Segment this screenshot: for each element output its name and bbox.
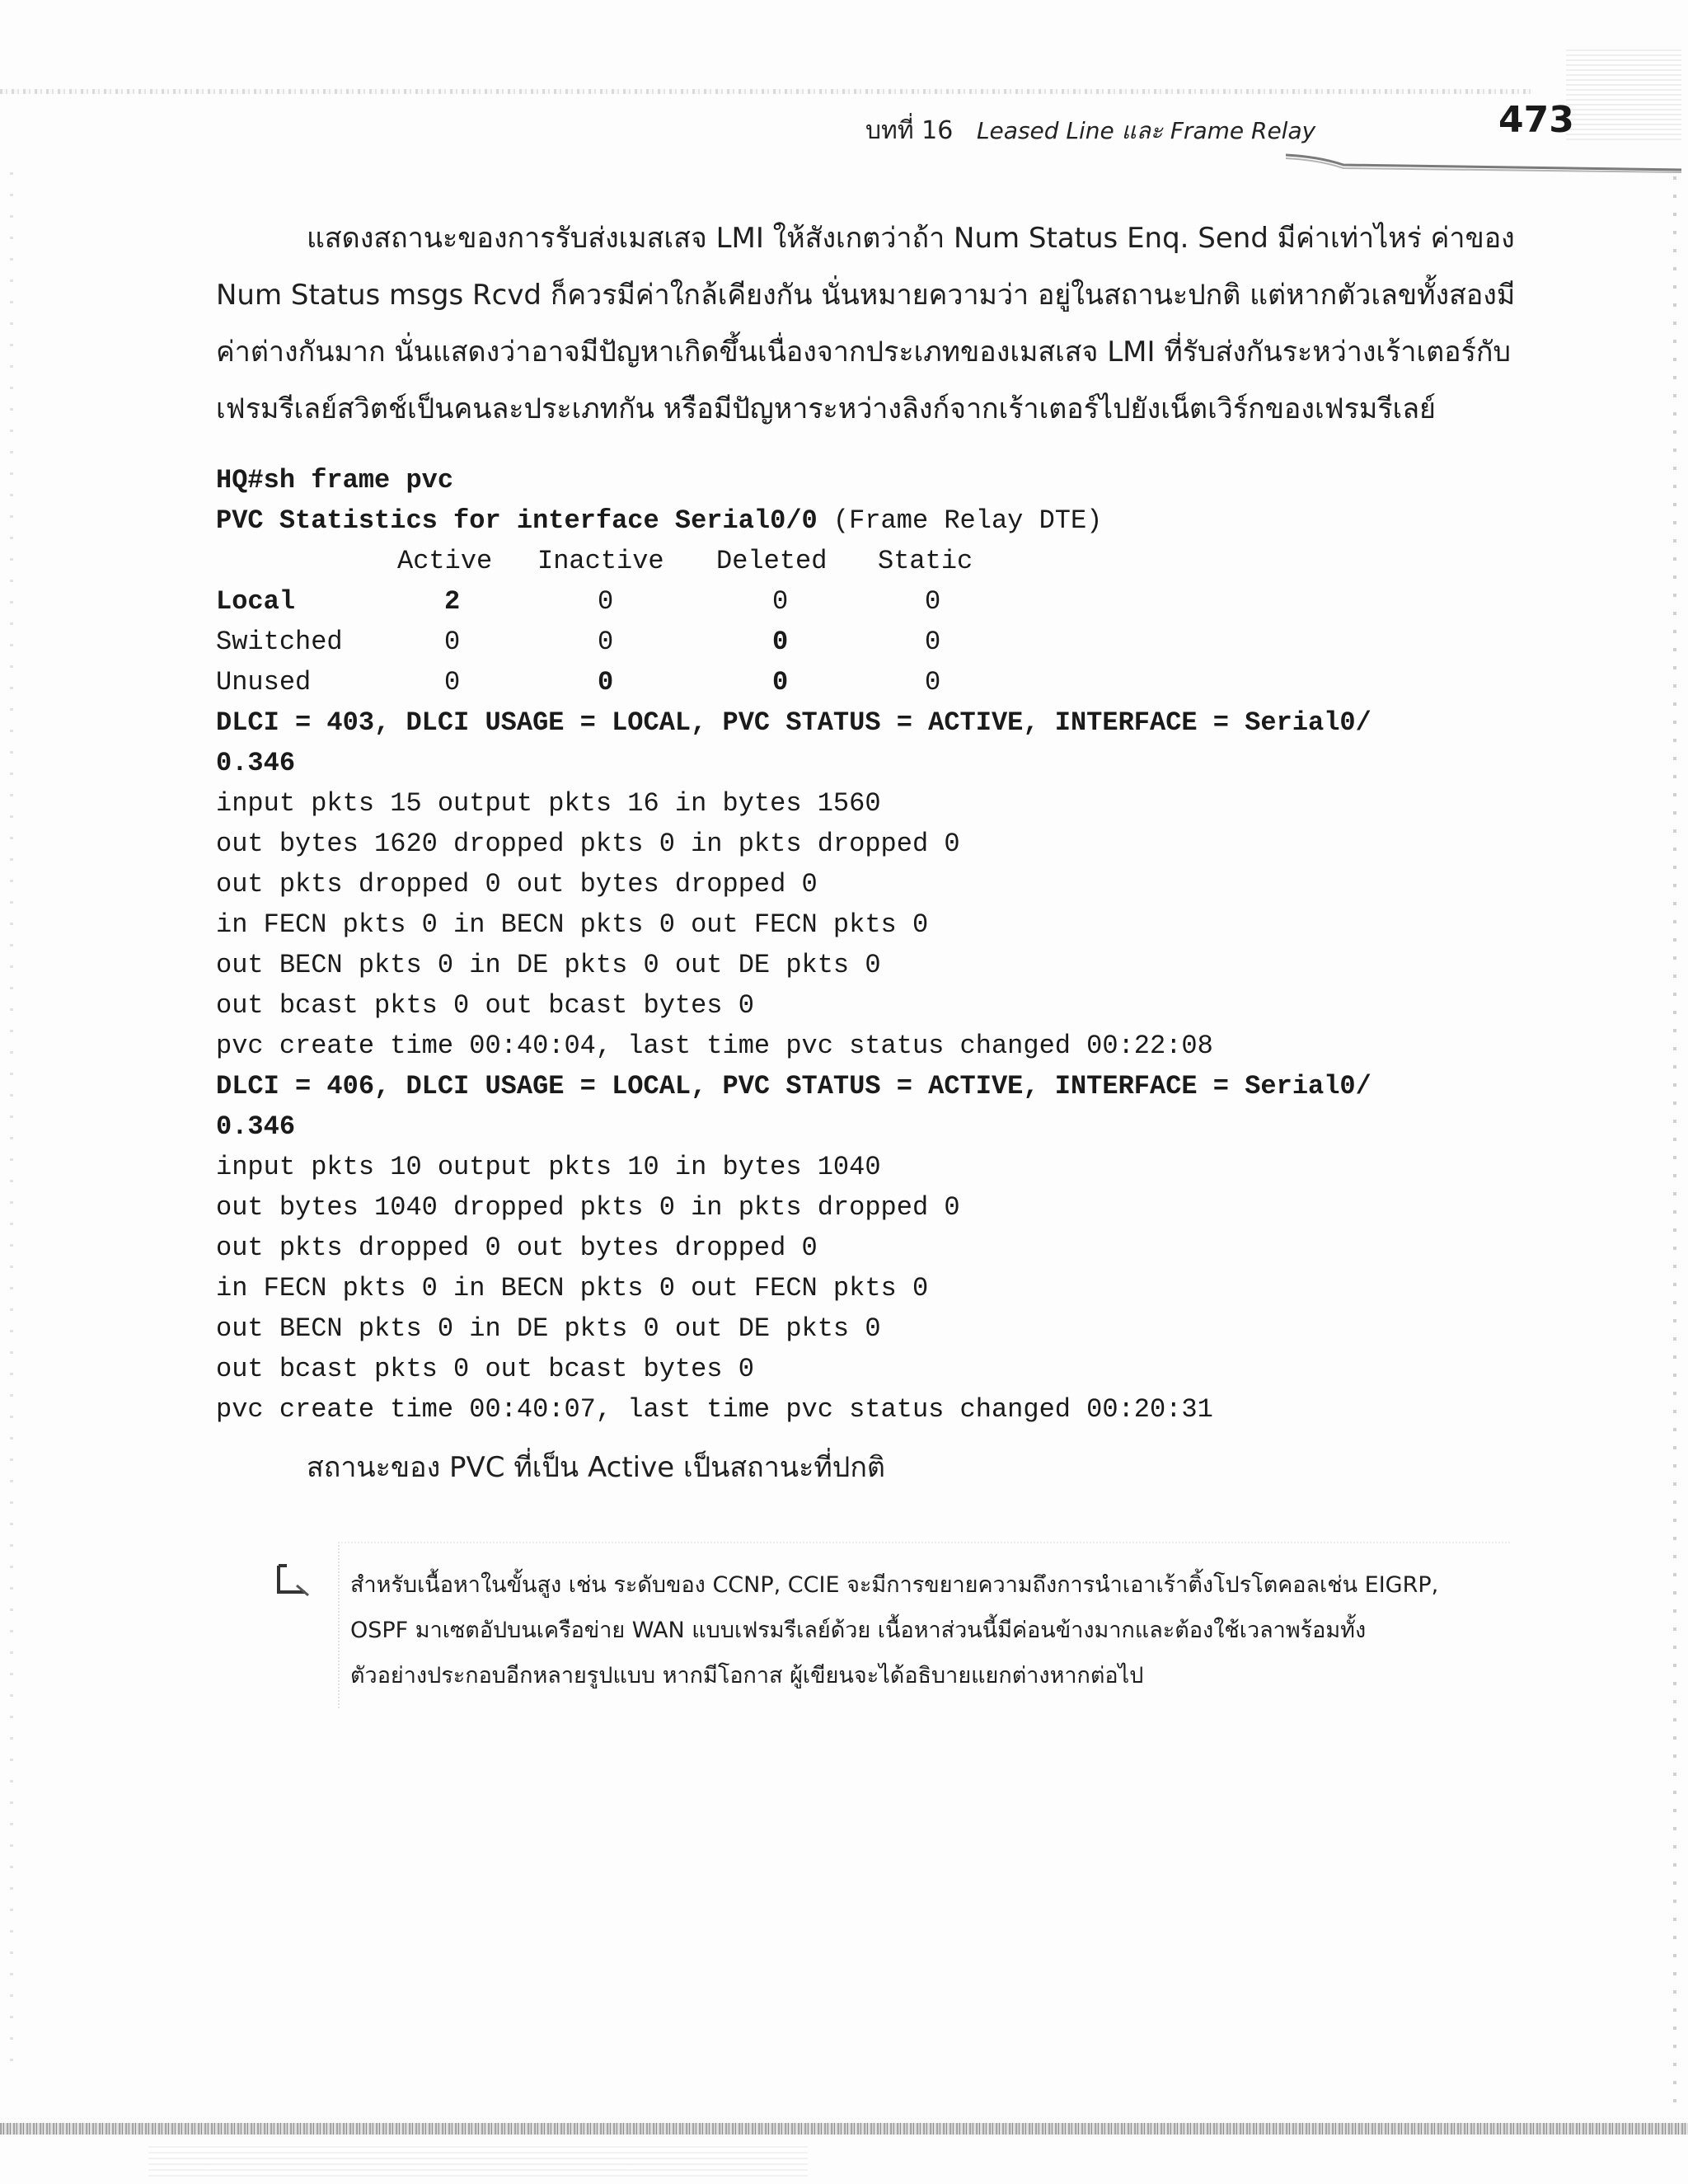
paragraph-line: ค่าต่างกันมาก นั่นแสดงว่าอาจมีปัญหาเกิดขึ้นเนื่องจากประเภทของเมสเสจ LMI ที่รับส่งกันระหว่างเร้าเตอร์กับ [216, 336, 1512, 369]
table-cell: 0 [598, 586, 614, 617]
table-column-header: Inactive [537, 546, 664, 576]
note-line: สำหรับเนื้อหาในขั้นสูง เช่น ระดับของ CCNP, CCIE จะมีการขยายความถึงการนำเอาเร้าติ้งโปรโตคอลเช่น EIGRP, [350, 1572, 1439, 1598]
table-cell: 0 [772, 627, 789, 657]
scan-noise-right-edge [1673, 165, 1676, 2102]
table-cell: 0 [925, 627, 941, 657]
code-line: in FECN pkts 0 in BECN pkts 0 out FECN pkts 0 [216, 1273, 929, 1303]
table-cell: 0 [772, 586, 789, 617]
code-line: in FECN pkts 0 in BECN pkts 0 out FECN pkts 0 [216, 909, 929, 940]
paragraph-line: แสดงสถานะของการรับส่งเมสเสจ LMI ให้สังเกตว่าถ้า Num Status Enq. Send มีค่าเท่าไหร่ ค่าของ [307, 222, 1515, 255]
table-row-label: Local [216, 586, 296, 617]
code-line: out bcast pkts 0 out bcast bytes 0 [216, 1354, 754, 1384]
code-line: pvc create time 00:40:04, last time pvc status changed 00:22:08 [216, 1031, 1213, 1061]
pvc-status-remark: สถานะของ PVC ที่เป็น Active เป็นสถานะที่ปกติ [307, 1451, 885, 1484]
table-row-label: Switched [216, 627, 343, 657]
paragraph-line: เฟรมรีเลย์สวิตช์เป็นคนละประเภทกัน หรือมีปัญหาระหว่างลิงก์จากเร้าเตอร์ไปยังเน็ตเวิร์กของเฟรมรีเลย์ [216, 392, 1436, 425]
scan-noise-left-edge [10, 165, 13, 2061]
code-stats-header [216, 500, 1617, 541]
table-row [216, 662, 1617, 702]
table-row [216, 622, 1617, 662]
table-column-header: Deleted [716, 546, 828, 576]
chapter-label: บทที่ 16 [865, 116, 954, 145]
table-cell: 0 [444, 667, 461, 697]
scan-noise-bottom-texture [148, 2144, 808, 2177]
table-header-row [216, 541, 1617, 581]
note-line: ตัวอย่างประกอบอีกหลายรูปแบบ หากมีโอกาส ผู้เขียนจะได้อธิบายแยกต่างหากต่อไป [350, 1663, 1144, 1688]
scan-noise-top [0, 89, 1533, 94]
scan-noise-bottom [0, 2123, 1688, 2135]
table-column-header: Active [397, 546, 493, 576]
table-cell: 0 [772, 667, 789, 697]
note-line: OSPF มาเซตอัปบนเครือข่าย WAN แบบเฟรมรีเลย์ด้วย เนื้อหาส่วนนี้มีค่อนข้างมากและต้องใช้เวลาพร้อมทั้ง [350, 1618, 1367, 1643]
code-line: input pkts 10 output pkts 10 in bytes 1040 [216, 1152, 881, 1182]
dlci-header-line: 0.346 [216, 748, 296, 778]
dlci-header-line: 0.346 [216, 1111, 296, 1142]
code-line: out bytes 1620 dropped pkts 0 in pkts dropped 0 [216, 829, 960, 859]
table-row [216, 581, 1617, 622]
code-line: out BECN pkts 0 in DE pkts 0 out DE pkts 0 [216, 1313, 881, 1344]
dlci-header-line: DLCI = 406, DLCI USAGE = LOCAL, PVC STATUS = ACTIVE, INTERFACE = Serial0/ [216, 1071, 1372, 1101]
code-line: out pkts dropped 0 out bytes dropped 0 [216, 869, 818, 899]
code-line: out BECN pkts 0 in DE pkts 0 out DE pkts 0 [216, 950, 881, 980]
chapter-subtitle: Leased Line และ Frame Relay [976, 117, 1316, 144]
code-listing [216, 460, 1617, 1430]
code-line: out bytes 1040 dropped pkts 0 in pkts dropped 0 [216, 1192, 960, 1223]
side-note [350, 1562, 1504, 1698]
table-cell: 0 [598, 667, 614, 697]
code-line: out pkts dropped 0 out bytes dropped 0 [216, 1233, 818, 1263]
table-cell: 0 [444, 627, 461, 657]
table-cell: 0 [925, 586, 941, 617]
code-line: out bcast pkts 0 out bcast bytes 0 [216, 990, 754, 1021]
header-decoration [1286, 99, 1681, 173]
paragraph-line: Num Status msgs Rcvd ก็ควรมีค่าใกล้เคียงกัน นั่นหมายความว่า อยู่ในสถานะปกติ แต่หากตัวเลขทั้งสองมี [216, 279, 1516, 312]
code-line: input pkts 15 output pkts 16 in bytes 1560 [216, 788, 881, 819]
body-paragraph [216, 210, 1535, 438]
table-column-header: Static [878, 546, 973, 576]
stats-header-bold: PVC Statistics for interface Serial0/0 [216, 505, 818, 536]
stats-header-rest: (Frame Relay DTE) [817, 505, 1103, 536]
code-command: HQ#sh frame pvc [216, 465, 454, 496]
page-number: 473 [1498, 99, 1574, 141]
code-line: pvc create time 00:40:07, last time pvc status changed 00:20:31 [216, 1394, 1213, 1425]
table-cell: 0 [925, 667, 941, 697]
note-pencil-icon [272, 1562, 313, 1599]
dlci-header-line: DLCI = 403, DLCI USAGE = LOCAL, PVC STATUS = ACTIVE, INTERFACE = Serial0/ [216, 707, 1372, 738]
table-cell: 2 [444, 586, 461, 617]
table-row-label: Unused [216, 667, 312, 697]
table-cell: 0 [598, 627, 614, 657]
